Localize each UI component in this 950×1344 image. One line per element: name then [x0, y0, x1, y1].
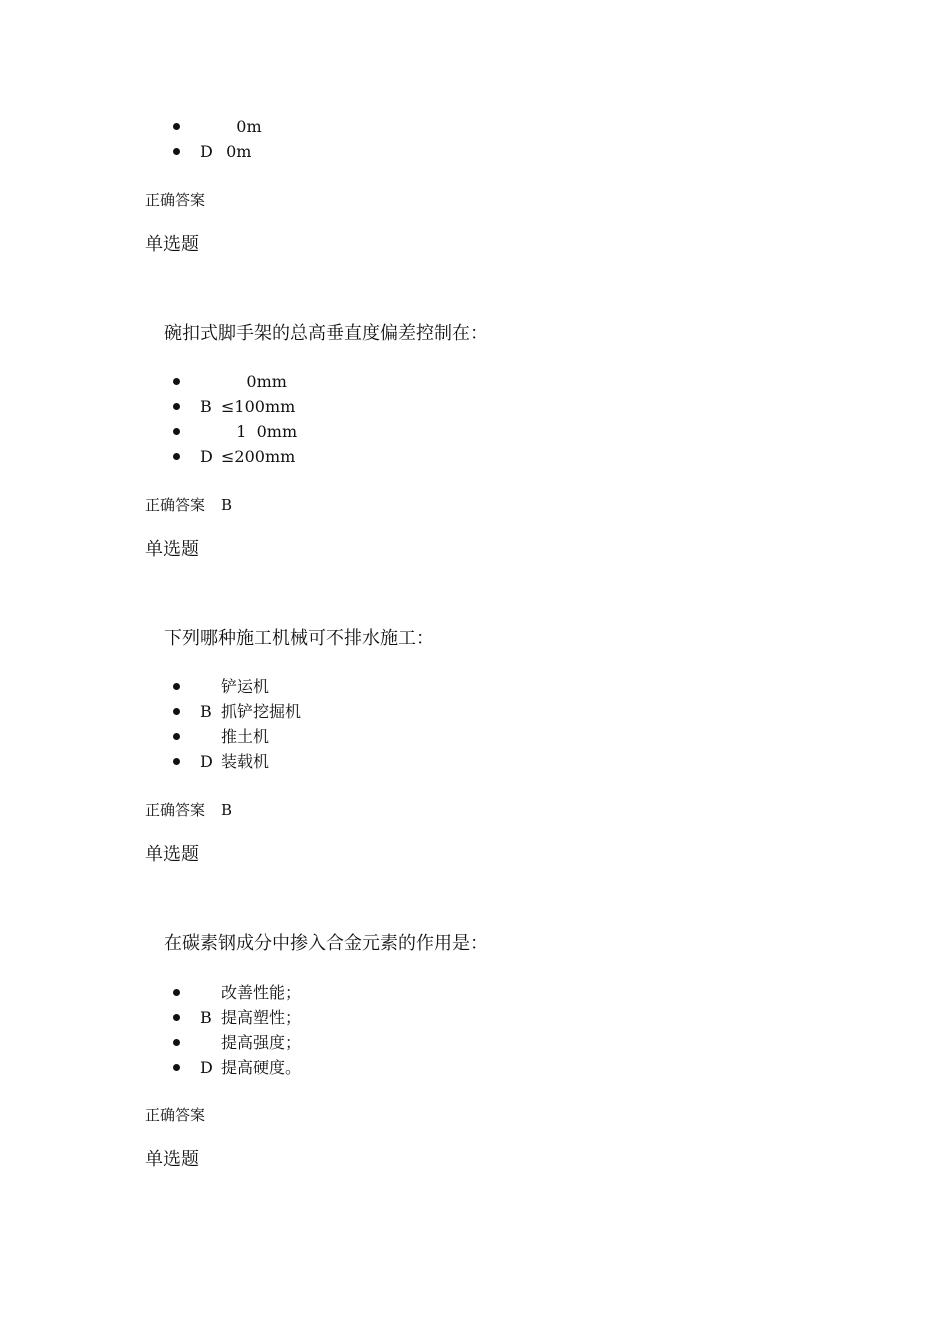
question-type: 单选题	[145, 234, 199, 255]
option-item	[0, 369, 287, 394]
bullet-icon	[173, 708, 180, 715]
answer-line	[145, 1105, 221, 1125]
option-letter: D	[200, 752, 213, 771]
option-list	[0, 369, 298, 469]
option-item	[0, 1005, 302, 1030]
bullet-icon	[173, 403, 180, 410]
bullet-icon	[173, 758, 180, 765]
answer-label: 正确答案	[145, 801, 206, 819]
bullet-icon	[173, 428, 180, 435]
answer-line	[145, 800, 232, 820]
answer-line	[145, 190, 221, 210]
answer-value: B	[221, 496, 233, 514]
question-type: 单选题	[145, 844, 199, 865]
option-item	[0, 980, 302, 1005]
bullet-icon	[173, 683, 180, 690]
option-text: 1 0mm	[221, 422, 298, 441]
option-item	[0, 724, 270, 749]
option-item	[0, 114, 262, 139]
option-text: 推土机	[221, 727, 270, 746]
bullet-icon	[173, 453, 180, 460]
bullet-icon	[173, 1014, 180, 1021]
option-text: 装载机	[221, 752, 270, 771]
option-item	[0, 139, 252, 164]
answer-label: 正确答案	[145, 191, 206, 209]
answer-line	[145, 495, 232, 515]
option-letter: B	[200, 702, 212, 721]
bullet-icon	[173, 989, 180, 996]
option-text: 提高强度；	[221, 1033, 302, 1052]
option-text: 铲运机	[221, 677, 270, 696]
option-item	[0, 444, 296, 469]
option-item	[0, 749, 270, 774]
option-text: 提高塑性；	[221, 1008, 302, 1027]
bullet-icon	[173, 148, 180, 155]
option-list	[0, 674, 302, 774]
option-text: ≤100mm	[221, 397, 296, 416]
answer-label: 正确答案	[145, 1106, 206, 1124]
question-stem: 下列哪种施工机械可不排水施工：	[164, 628, 434, 649]
bullet-icon	[173, 1064, 180, 1071]
option-item	[0, 419, 298, 444]
option-item	[0, 1055, 302, 1080]
option-letter: B	[200, 397, 212, 416]
option-letter: D	[200, 1058, 213, 1077]
option-item	[0, 674, 270, 699]
bullet-icon	[173, 123, 180, 130]
bullet-icon	[173, 378, 180, 385]
option-text: 0m	[221, 117, 262, 136]
option-text: 改善性能；	[221, 983, 302, 1002]
option-text: 0mm	[221, 372, 287, 391]
option-list	[0, 980, 302, 1080]
option-text: 提高硬度。	[221, 1058, 302, 1077]
bullet-icon	[173, 1039, 180, 1046]
option-item	[0, 1030, 302, 1055]
option-letter: D	[200, 142, 213, 161]
question-type: 单选题	[145, 1149, 199, 1170]
option-item	[0, 699, 302, 724]
option-letter: D	[200, 447, 213, 466]
question-stem: 碗扣式脚手架的总高垂直度偏差控制在：	[164, 323, 488, 344]
question-stem: 在碳素钢成分中掺入合金元素的作用是：	[164, 933, 488, 954]
option-letter: B	[200, 1008, 212, 1027]
bullet-icon	[173, 733, 180, 740]
option-text: 抓铲挖掘机	[221, 702, 302, 721]
option-item	[0, 394, 296, 419]
option-list	[0, 114, 262, 164]
question-type: 单选题	[145, 539, 199, 560]
answer-label: 正确答案	[145, 496, 206, 514]
option-text: ≤200mm	[221, 447, 296, 466]
option-text: 0m	[221, 142, 252, 161]
answer-value: B	[221, 801, 233, 819]
